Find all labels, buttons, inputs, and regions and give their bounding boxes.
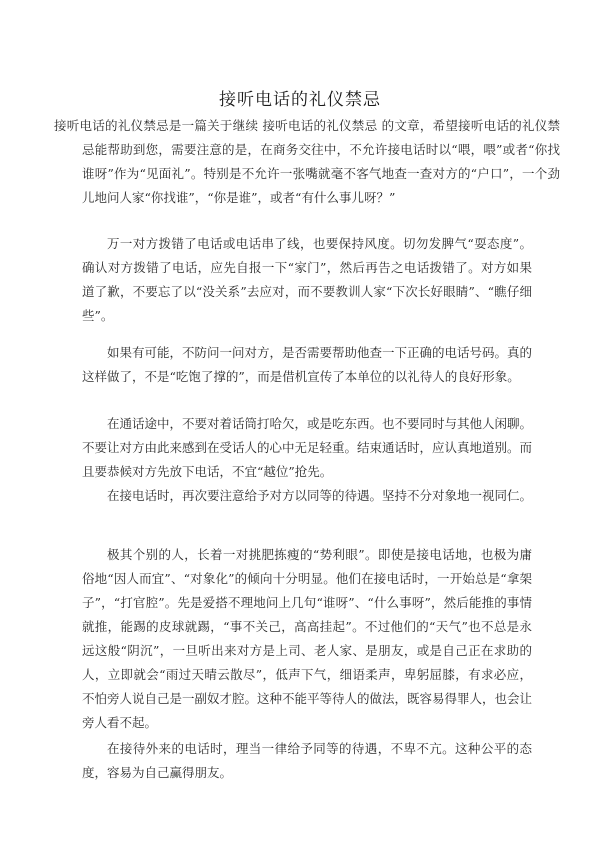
paragraph-equal-treatment: 在接电话时，再次要注意给予对方以同等的待遇。坚持不分对象地一视同仁。	[107, 488, 533, 503]
paragraph-intro: 接听电话的礼仪禁忌是一篇关于继续 接听电话的礼仪禁忌 的文章，希望接听电话的礼仪禁忌能帮助到您，需要注意的是，在商务交往中，不允许接电话时以“喂，喂”或者“你找谁呀”作为“见面礼”。特别是不允许一张嘴就毫不客气地查一查对方的“户口”，一个劲儿地问人家“你找谁”，“你是谁”，或者“有什么事儿呀？”	[54, 118, 560, 205]
paragraph-conclusion: 在接待外来的电话时，理当一律给予同等的待遇，不卑不亢。这种公平的态度，容易为自己赢得朋友。	[82, 741, 532, 780]
paragraph-offer-help: 如果有可能，不防问一问对方，是否需要帮助他查一下正确的电话号码。真的这样做了，不是“吃饱了撑的”，而是借机宣传了本单位的以礼待人的良好形象。	[82, 345, 533, 384]
paragraph-during-call: 在通话途中，不要对着话筒打哈欠，或是吃东西。也不要同时与其他人闲聊。不要让对方由此来感到在受话人的心中无足轻重。结束通话时，应认真地道别。而且要恭候对方先放下电话，不宜“越位”抢先。	[82, 416, 533, 479]
paragraph-snobbery: 极其个别的人，长着一对挑肥拣瘦的“势利眼”。即使是接电话地，也极为庸俗地“因人而宜”、“对象化”的倾向十分明显。他们在接电话时，一开始总是“拿架子”，“打官腔”。先是爱搭不理地问上几句“谁呀”、“什么事呀”，然后能推的事情就推，能踢的皮球就踢，“事不关己，高高挂起”。不过他们的“天气”也不总是永远这般“阴沉”，一旦听出来对方是上司、老人家、是朋友，或是自己正在求助的人，立即就会“雨过天晴云散尽”，低声下气，细语柔声，卑躬屈膝，有求必应，不怕旁人说自己是一副奴才腔。这种不能平等待人的做法，既容易得罪人，也会让旁人看不起。	[82, 547, 533, 730]
document-title: 接听电话的礼仪禁忌	[219, 90, 381, 110]
paragraph-wrong-number: 万一对方拨错了电话或电话串了线，也要保持风度。切勿发脾气“耍态度”。确认对方拨错了电话，应先自报一下“家门”，然后再告之电话拨错了。对方如果道了歉，不要忘了以“没关系”去应对，而不要教训人家“下次长好眼睛”、“瞧仔细些”。	[82, 236, 532, 323]
